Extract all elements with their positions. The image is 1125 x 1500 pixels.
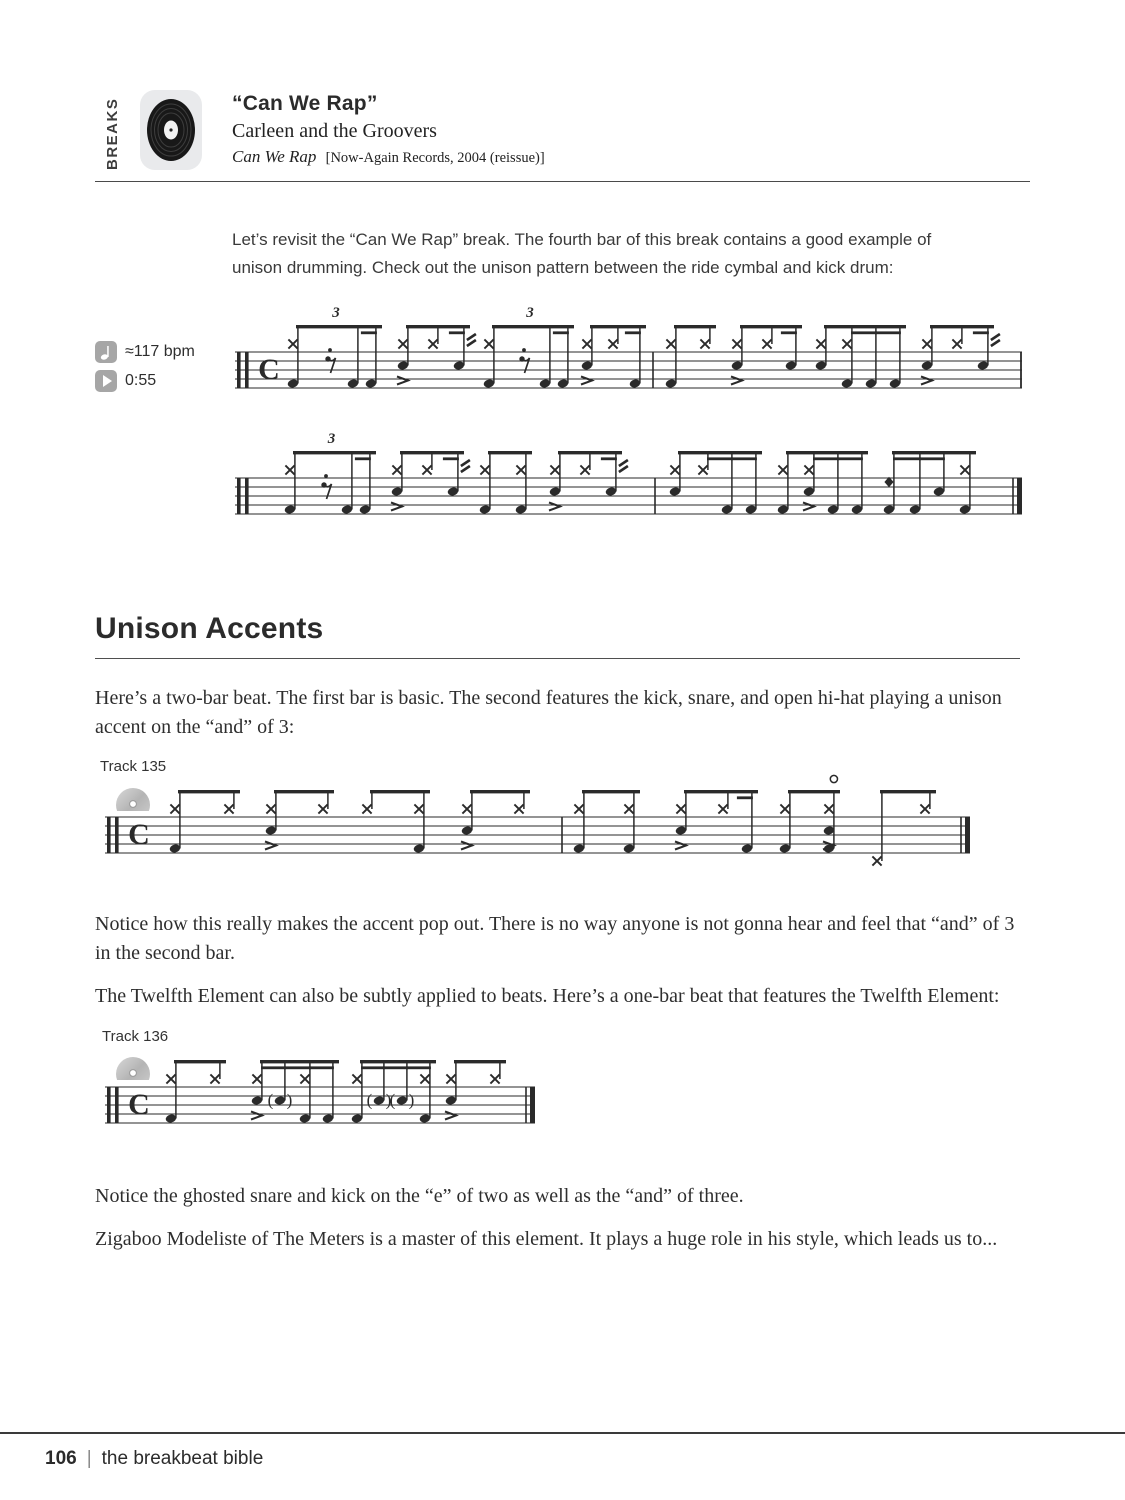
album-detail: [Now-Again Records, 2004 (reissue)] (325, 150, 545, 166)
svg-text:(: ( (267, 1090, 274, 1110)
vinyl-record-icon (140, 90, 202, 170)
cd-graphic (115, 1054, 151, 1080)
page-number: 106 (45, 1448, 77, 1469)
footer (45, 1448, 263, 1470)
breaks-sidebar-label (104, 92, 138, 176)
svg-text:3: 3 (526, 305, 534, 321)
section-divider (95, 658, 1020, 659)
section-heading: Unison Accents (95, 612, 324, 645)
svg-text:C: C (128, 818, 150, 851)
svg-text:C: C (258, 353, 280, 386)
paragraph-ghosted-notes: Notice the ghosted snare and kick on the “e” of two as well as the “and” of three. (95, 1185, 744, 1207)
paragraph-two-bar-beat: Here’s a two-bar beat. The first bar is basic. The second features the kick, snare, and open hi-hat playing a unison accent on the “and” of 3: (95, 687, 1002, 738)
vinyl-record-graphic (143, 93, 199, 167)
breaks-label-text: BREAKS (104, 97, 121, 170)
paragraph-zigaboo: Zigaboo Modeliste of The Meters is a master of this element. It plays a huge role in his style, which leads us to... (95, 1228, 998, 1250)
drum-staff-track-135 (95, 767, 980, 879)
footer-divider (0, 1432, 1125, 1434)
paragraph-accent-pop: Notice how this really makes the accent pop out. There is no way anyone is not gonna hear and feel that “and” of 3 in the second bar. (95, 913, 1015, 964)
tempo-row (95, 341, 195, 363)
cd-icon-track-136 (115, 1054, 151, 1085)
cd-graphic (115, 785, 151, 811)
cd-icon-track-135 (115, 785, 151, 816)
svg-text:3: 3 (327, 431, 336, 447)
drum-staff-track-136 (95, 1037, 545, 1149)
svg-text:): ) (286, 1090, 293, 1110)
timestamp-row (95, 370, 156, 392)
quarter-note-icon (95, 341, 117, 363)
song-album-line (232, 147, 545, 167)
drum-staff-canwerap-line1 (225, 302, 1032, 414)
play-triangle (103, 375, 112, 387)
song-title: “Can We Rap” (232, 92, 378, 115)
header-divider (95, 181, 1030, 182)
footer-separator: | (86, 1448, 92, 1469)
track-136-label: Track 136 (102, 1028, 169, 1045)
intro-paragraph: Let’s revisit the “Can We Rap” break. The fourth bar of this break contains a good example of unison drumming. Check out the unison pattern between the ride cymbal and kick drum: (232, 230, 932, 277)
bpm-value: ≈117 bpm (125, 343, 195, 360)
svg-text:(: ( (366, 1090, 373, 1110)
book-title: the breakbeat bible (101, 1448, 264, 1469)
svg-text:C: C (128, 1088, 150, 1121)
song-artist: Carleen and the Groovers (232, 120, 437, 142)
timestamp-value: 0:55 (125, 372, 157, 389)
album-name: Can We Rap (232, 147, 317, 166)
svg-text:): ) (408, 1090, 415, 1110)
drum-staff-canwerap-line2 (225, 428, 1032, 540)
svg-text:): ) (385, 1090, 392, 1110)
play-icon (95, 370, 117, 392)
svg-text:3: 3 (332, 305, 340, 321)
quarter-note-glyph (100, 345, 112, 360)
track-135-label: Track 135 (100, 758, 167, 775)
paragraph-twelfth-element: The Twelfth Element can also be subtly applied to beats. Here’s a one-bar beat that features the Twelfth Element: (95, 985, 1000, 1007)
svg-text:(: ( (389, 1090, 396, 1110)
